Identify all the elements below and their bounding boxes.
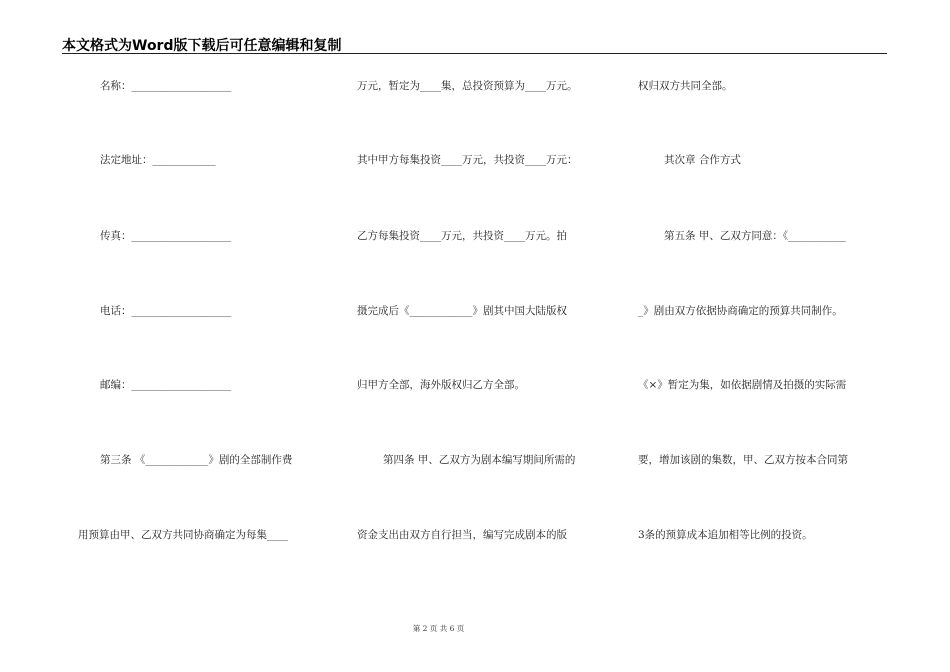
- left-line-2: 法定地址：____________: [100, 154, 216, 166]
- middle-line-4: 摄完成后《____________》剧其中国大陆版权: [357, 305, 567, 317]
- document-header-title: 本文格式为Word版下载后可任意编辑和复制: [62, 38, 342, 54]
- middle-line-6: 第四条 甲、乙双方为剧本编写期间所需的: [383, 454, 576, 466]
- middle-line-2: 其中甲方每集投资____万元，共投资____万元：: [357, 154, 578, 166]
- right-line-1: 权归双方共同全部。: [638, 80, 733, 92]
- right-line-3: 第五条 甲、乙双方同意：《___________: [664, 230, 846, 242]
- right-line-6: 要，增加该剧的集数，甲、乙双方按本合同第: [638, 454, 848, 466]
- left-line-5: 邮编：___________________: [100, 379, 232, 391]
- middle-line-1: 万元，暂定为____集，总投资预算为____万元。: [357, 80, 578, 92]
- right-line-7: 3条的预算成本追加相等比例的投资。: [638, 529, 813, 541]
- page-number-footer: 第 2 页 共 6 页: [412, 624, 465, 633]
- left-line-7: 用预算由甲、乙双方共同协商确定为每集____: [78, 529, 288, 541]
- middle-line-3: 乙方每集投资____万元，共投资____万元。拍: [357, 230, 567, 242]
- header-divider: [62, 53, 887, 54]
- middle-line-7: 资金支出由双方自行担当，编写完成剧本的版: [357, 529, 567, 541]
- right-line-2: 其次章 合作方式: [664, 154, 741, 166]
- left-line-1: 名称：___________________: [100, 80, 232, 92]
- right-line-5: 《×》暂定为集，如依据剧情及拍摄的实际需: [638, 379, 847, 391]
- right-line-4: _》剧由双方依据协商确定的预算共同制作。: [638, 305, 843, 317]
- middle-line-5: 归甲方全部，海外版权归乙方全部。: [357, 379, 525, 391]
- left-line-6: 第三条 《____________》剧的全部制作费: [100, 454, 293, 466]
- left-line-3: 传真：___________________: [100, 230, 232, 242]
- left-line-4: 电话：___________________: [100, 305, 232, 317]
